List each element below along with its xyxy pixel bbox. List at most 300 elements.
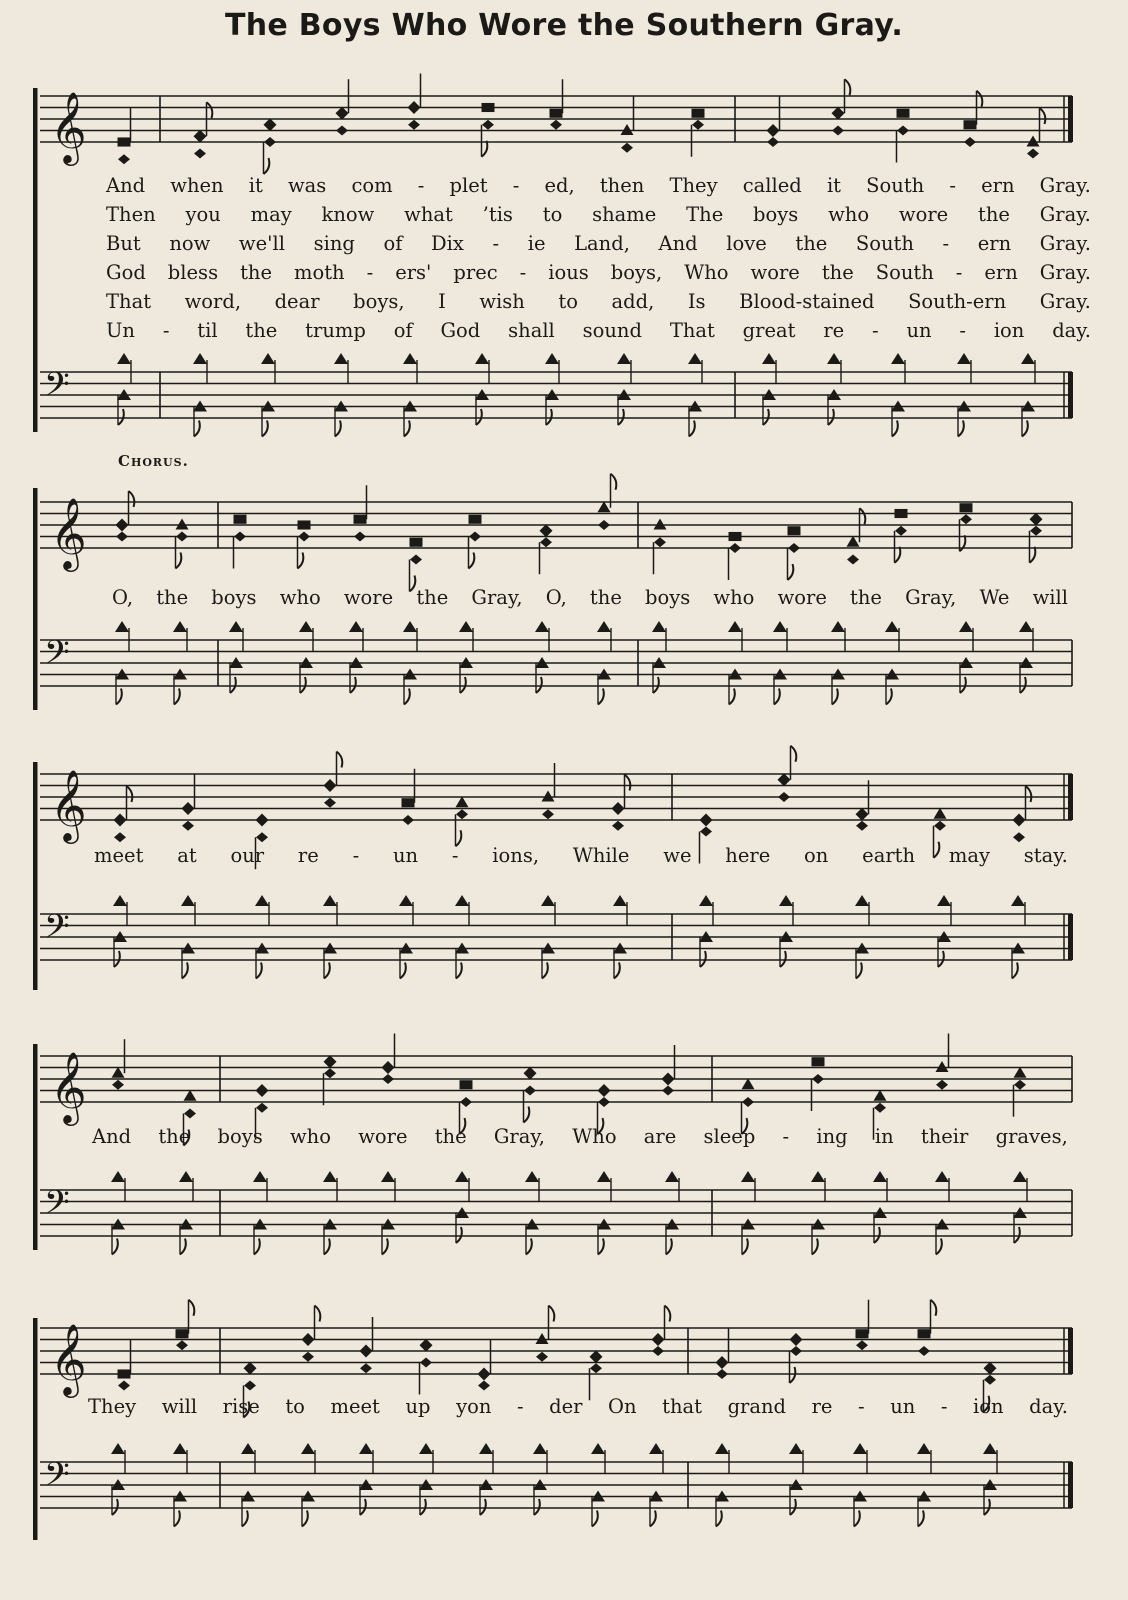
lyric-syllable: the (434, 1125, 467, 1148)
chorus-line-3 (92, 1127, 1068, 1147)
lyric-syllable: it (826, 174, 842, 197)
lyric-syllable: un (392, 844, 419, 867)
note-head-lower (524, 1086, 536, 1096)
lyric-syllable: boys, (353, 290, 405, 313)
note-head-upper (173, 1443, 187, 1454)
verse-line-6 (106, 321, 1091, 341)
lyric-syllable: of (393, 319, 413, 342)
note-flag (469, 553, 475, 569)
note-flag (176, 553, 182, 569)
lyric-syllable: the (589, 586, 622, 609)
note-head (408, 101, 421, 114)
note-head-lower (540, 537, 552, 547)
note-head (742, 1078, 755, 1089)
note-head-lower (118, 1381, 130, 1391)
note-head (336, 107, 349, 120)
note-head (482, 103, 495, 112)
note-head-upper (479, 1443, 493, 1454)
note-head-upper (535, 621, 549, 632)
note-head-lower (984, 1375, 996, 1385)
note-head (182, 802, 195, 815)
note-head-lower (256, 832, 268, 842)
verse-line-3 (106, 234, 1091, 254)
note-head-upper (173, 621, 187, 632)
note-flag (592, 1511, 598, 1527)
note-flag (534, 1499, 540, 1515)
lyric-syllable: the (821, 261, 854, 284)
lyric-syllable: God (106, 261, 146, 284)
note-flag (791, 746, 797, 762)
note-head (298, 520, 311, 529)
note-flag (546, 409, 552, 425)
note-head (700, 814, 713, 827)
note-flag (650, 1511, 656, 1527)
note-head-lower (550, 120, 562, 130)
note-flag (689, 421, 695, 437)
note-head (812, 1057, 825, 1066)
note-head-upper (885, 621, 899, 632)
note-flag (298, 553, 304, 569)
lyric-syllable: meet (94, 844, 144, 867)
note-head-lower (716, 1369, 728, 1379)
note-head-upper (299, 621, 313, 632)
note-flag (116, 689, 122, 705)
lyric-syllable: We (979, 586, 1010, 609)
note-flag (845, 79, 851, 95)
note-flag (1026, 786, 1032, 802)
note-head (324, 779, 337, 792)
lyric-syllable: And (658, 232, 698, 255)
note-flag (625, 775, 631, 791)
note-head-lower (918, 1346, 930, 1356)
note-head-lower (590, 1363, 602, 1373)
lyric-syllable: Then (106, 203, 156, 226)
note-head-upper (261, 353, 275, 364)
note-head-upper (649, 1443, 663, 1454)
lyric-syllable: we'll (238, 232, 285, 255)
note-flag (207, 102, 213, 118)
note-head (716, 1356, 729, 1369)
note-head (410, 538, 423, 547)
note-head-upper (917, 1443, 931, 1454)
note-head-lower (182, 821, 194, 831)
lyric-syllable: I (438, 290, 446, 313)
note-head-upper (891, 353, 905, 364)
note-flag (420, 1499, 426, 1515)
lyric-syllable: And (92, 1125, 132, 1148)
note-head-lower (662, 1086, 674, 1096)
lyric-syllable: dear (274, 290, 320, 313)
note-head-upper (403, 621, 417, 632)
note-head (234, 515, 247, 524)
lyric-syllable: - (516, 1395, 524, 1418)
lyric-syllable: And (106, 174, 146, 197)
note-flag (1030, 547, 1036, 563)
lyric-syllable: un (890, 1395, 916, 1418)
note-head (692, 109, 705, 118)
lyric-syllable: Gray. (1039, 261, 1091, 284)
note-flag (180, 1239, 186, 1255)
note-head-upper (613, 895, 627, 906)
note-head-lower (456, 809, 468, 819)
note-head (176, 1329, 189, 1338)
lyric-syllable: grand (727, 1395, 787, 1418)
note-head-lower (964, 137, 976, 147)
note-head (652, 1333, 665, 1346)
lyric-syllable: - (492, 232, 500, 255)
note-flag (729, 689, 735, 705)
final-bar-thick (1068, 96, 1073, 142)
lyric-syllable: der (549, 1395, 583, 1418)
note-head-upper (545, 353, 559, 364)
lyric-syllable: Land, (574, 232, 630, 255)
note-flag (892, 421, 898, 437)
note-head (382, 1061, 395, 1074)
system-brace (33, 488, 38, 710)
note-head (118, 137, 131, 146)
note-flag (700, 951, 706, 967)
lyric-syllable: re (823, 319, 845, 342)
note-flag (774, 689, 780, 705)
note-head (936, 1061, 949, 1072)
note-flag (598, 1239, 604, 1255)
note-head (832, 107, 845, 120)
note-head-lower (621, 143, 633, 153)
note-flag (1014, 1227, 1020, 1243)
note-head-upper (853, 1443, 867, 1454)
note-head (847, 536, 860, 547)
lyric-syllable: Dix (431, 232, 464, 255)
note-flag (618, 409, 624, 425)
note-flag (114, 951, 120, 967)
lyric-syllable: - (858, 1395, 865, 1418)
note-head-lower (360, 1363, 372, 1373)
note-head (540, 524, 553, 537)
note-flag (112, 1499, 118, 1515)
note-flag (262, 421, 268, 437)
note-head (176, 519, 189, 530)
treble-clef-icon: 𝄞 (50, 496, 87, 569)
note-head (1013, 814, 1026, 827)
note-flag (315, 1306, 321, 1322)
lyric-syllable: sound (582, 319, 642, 342)
note-head (114, 814, 127, 827)
lyric-syllable: we (663, 844, 692, 867)
lyric-syllable: prec (453, 261, 498, 284)
lyric-syllable: the (158, 1125, 191, 1148)
final-bar-thick (1068, 1328, 1073, 1374)
note-flag (264, 158, 270, 174)
note-head-upper (455, 895, 469, 906)
note-head-upper (937, 895, 951, 906)
note-head-upper (419, 1443, 433, 1454)
note-flag (404, 689, 410, 705)
note-flag (960, 535, 966, 551)
lyric-syllable: wore (750, 261, 800, 284)
note-head-lower (244, 1381, 256, 1391)
note-head-upper (475, 353, 489, 364)
lyric-syllable: up (405, 1395, 431, 1418)
note-head-lower (256, 1103, 268, 1113)
note-head (662, 1073, 675, 1086)
note-flag (460, 677, 466, 693)
note-head (856, 808, 869, 821)
lyric-syllable: Who (572, 1125, 617, 1148)
note-head-lower (934, 821, 946, 831)
lyric-syllable: boys (217, 1125, 263, 1148)
note-head-upper (359, 1443, 373, 1454)
note-head-lower (1014, 1080, 1026, 1090)
note-head-lower (382, 1074, 394, 1084)
note-head (1027, 136, 1040, 147)
note-head (612, 802, 625, 815)
lyric-syllable: - (512, 174, 520, 197)
lyric-syllable: who (713, 586, 755, 609)
note-head (256, 1084, 269, 1097)
note-head-upper (334, 353, 348, 364)
note-head-lower (729, 543, 741, 553)
note-head-upper (399, 895, 413, 906)
note-head-upper (935, 1171, 949, 1182)
note-flag (456, 963, 462, 979)
note-head-lower (478, 1381, 490, 1391)
lyric-syllable: ious (548, 261, 589, 284)
note-flag (549, 1306, 555, 1322)
lyric-syllable: God (440, 319, 481, 342)
note-head (598, 1084, 611, 1097)
lyric-syllable: word, (184, 290, 242, 313)
note-flag (938, 951, 944, 967)
note-head-lower (114, 832, 126, 842)
note-head-lower (116, 532, 128, 542)
note-flag (856, 963, 862, 979)
lyric-syllable: re (811, 1395, 833, 1418)
note-head-lower (408, 120, 420, 130)
lyric-syllable: til (197, 319, 218, 342)
note-flag (854, 1511, 860, 1527)
lyric-syllable: graves, (995, 1125, 1068, 1148)
note-flag (611, 474, 617, 490)
note-flag (931, 1300, 937, 1316)
note-head-upper (762, 353, 776, 364)
note-head-upper (179, 1171, 193, 1182)
note-flag (977, 91, 983, 107)
note-head-lower (460, 1097, 472, 1107)
note-head-lower (778, 792, 790, 802)
note-head (112, 1067, 125, 1078)
note-head (542, 791, 555, 802)
note-head-lower (298, 532, 310, 542)
treble-clef-icon: 𝄞 (50, 90, 87, 163)
note-head-upper (229, 621, 243, 632)
lyric-syllable: boys (645, 586, 691, 609)
note-head-upper (541, 895, 555, 906)
lyric-syllable: who (279, 586, 321, 609)
lyric-syllable: stay. (1023, 844, 1068, 867)
lyric-syllable: O, (545, 586, 567, 609)
lyric-syllable: will (1032, 586, 1068, 609)
lyric-syllable: sleep (703, 1125, 756, 1148)
lyric-syllable: ern (984, 261, 1018, 284)
note-head (244, 1362, 257, 1375)
lyric-syllable: Blood-stained (739, 290, 875, 313)
final-bar-thick (1068, 914, 1073, 960)
chorus-line-1 (112, 588, 1068, 608)
bass-clef-icon: 𝄢 (44, 908, 70, 954)
note-head-upper (193, 353, 207, 364)
note-head-lower (612, 821, 624, 831)
note-head (420, 1339, 433, 1352)
lyric-syllable: the (156, 586, 189, 609)
lyric-syllable: to (558, 290, 578, 313)
lyric-syllable: shame (592, 203, 657, 226)
lyric-syllable: ed, (544, 174, 575, 197)
system-brace (33, 88, 38, 432)
note-head-upper (115, 621, 129, 632)
lyric-syllable: to (285, 1395, 305, 1418)
note-head-lower (302, 1352, 314, 1362)
note-head-upper (1021, 353, 1035, 364)
note-flag (480, 1499, 486, 1515)
note-head-lower (354, 532, 366, 542)
note-flag (242, 1511, 248, 1527)
note-head-upper (789, 1443, 803, 1454)
note-head-lower (654, 537, 666, 547)
system-brace (33, 762, 38, 990)
note-flag (790, 1499, 796, 1515)
note-flag (780, 951, 786, 967)
lyric-syllable: wore (777, 586, 827, 609)
lyric-syllable: They (88, 1395, 137, 1418)
treble-clef-icon: 𝄞 (50, 768, 87, 841)
lyric-syllable: at (177, 844, 197, 867)
note-flag (230, 677, 236, 693)
note-head (788, 526, 801, 535)
note-flag (337, 752, 343, 768)
lyric-syllable: rise (222, 1395, 260, 1418)
bass-clef-icon: 𝄢 (44, 1456, 70, 1502)
verse-line-4 (106, 263, 1091, 283)
lyric-syllable: the (245, 319, 278, 342)
note-head-lower (832, 126, 844, 136)
lyric-syllable: meet (330, 1395, 380, 1418)
note-head-upper (525, 1171, 539, 1182)
note-flag (129, 491, 135, 507)
note-head-upper (617, 353, 631, 364)
note-flag (335, 421, 341, 437)
note-flag (542, 963, 548, 979)
note-head-lower (410, 555, 422, 565)
lyric-syllable: Gray. (1039, 232, 1091, 255)
lyric-syllable: Gray. (1039, 174, 1091, 197)
final-bar-thick (1068, 774, 1073, 820)
lyric-syllable: when (170, 174, 224, 197)
lyric-syllable: here (725, 844, 771, 867)
lyric-syllable: ing (816, 1125, 848, 1148)
note-flag (918, 1511, 924, 1527)
lyric-syllable: com (351, 174, 393, 197)
note-head (778, 773, 791, 786)
note-head (302, 1333, 315, 1346)
note-head (184, 1090, 197, 1101)
note-head-lower (788, 543, 800, 553)
note-head (116, 519, 129, 532)
note-head-lower (184, 1109, 196, 1119)
bass-clef-icon: 𝄢 (44, 1184, 70, 1230)
note-head-lower (324, 1068, 336, 1078)
note-flag (653, 677, 659, 693)
lyric-syllable: - (949, 174, 956, 197)
note-head-upper (855, 895, 869, 906)
note-head-upper (873, 1171, 887, 1182)
verse-line-2 (106, 205, 1091, 225)
note-head (402, 798, 415, 807)
lyric-syllable: their (920, 1125, 969, 1148)
note-flag (174, 1511, 180, 1527)
lyric-syllable: who (828, 203, 870, 226)
note-head (324, 1055, 337, 1068)
note-flag (742, 1239, 748, 1255)
lyric-syllable: day. (1052, 319, 1091, 342)
note-head-upper (827, 353, 841, 364)
note-head (118, 1369, 131, 1378)
note-flag (324, 1239, 330, 1255)
note-head-upper (113, 895, 127, 906)
note-head (460, 1080, 473, 1089)
note-head-upper (455, 1171, 469, 1182)
note-head-lower (812, 1074, 824, 1084)
note-head-lower (790, 1346, 802, 1356)
lyric-syllable: our (230, 844, 265, 867)
note-head (256, 814, 269, 827)
lyric-syllable: - (782, 1125, 790, 1148)
verse-line-1 (106, 176, 1091, 196)
note-head (478, 1368, 491, 1381)
note-head-upper (181, 895, 195, 906)
lyric-syllable: shall (508, 319, 555, 342)
note-head-upper (597, 621, 611, 632)
note-flag (256, 963, 262, 979)
lyric-syllable: then (599, 174, 645, 197)
lyric-syllable: O, (112, 586, 134, 609)
note-head-lower (1030, 526, 1042, 536)
lyric-syllable: Un (106, 319, 135, 342)
lyric-syllable: boys, (610, 261, 663, 284)
lyric-syllable: - (872, 319, 879, 342)
note-head (897, 109, 910, 118)
note-head (654, 519, 667, 530)
note-head-upper (773, 621, 787, 632)
lyric-syllable: That (106, 290, 152, 313)
note-head-upper (253, 1171, 267, 1182)
lyric-syllable: Who (684, 261, 729, 284)
treble-clef-icon: 𝄞 (50, 1322, 87, 1395)
note-head-lower (1027, 149, 1039, 159)
note-flag (254, 1239, 260, 1255)
note-head-lower (767, 137, 779, 147)
note-head-upper (959, 621, 973, 632)
note-flag (1040, 108, 1046, 124)
lyric-syllable: boys (211, 586, 257, 609)
note-head (456, 796, 469, 807)
lyric-syllable: sing (313, 232, 355, 255)
lyric-syllable: ions, (492, 844, 540, 867)
lyric-syllable: But (106, 232, 141, 255)
note-head-lower (420, 1358, 432, 1368)
lyric-syllable: who (289, 1125, 331, 1148)
chorus-line-2 (94, 846, 1068, 866)
lyric-syllable: On (608, 1395, 637, 1418)
